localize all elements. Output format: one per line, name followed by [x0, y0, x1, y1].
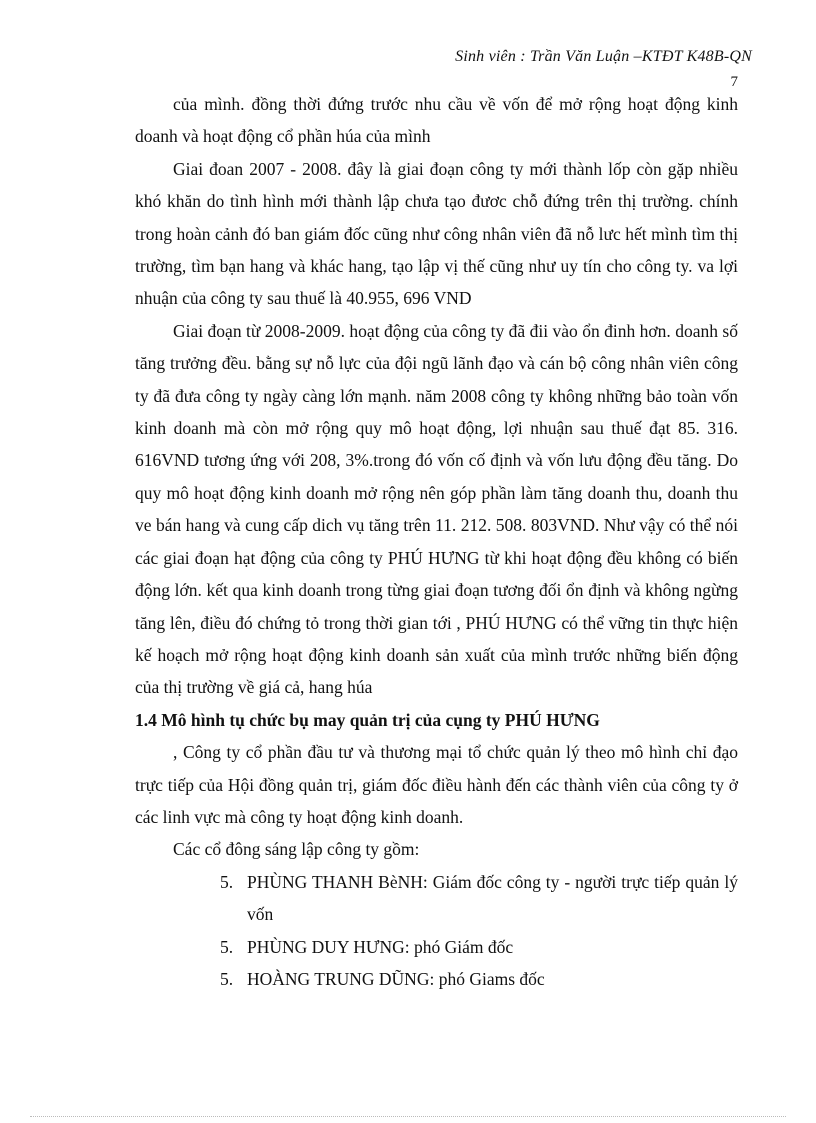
list-item-text: PHÙNG DUY HƯNG: phó Giám đốc [247, 936, 514, 957]
paragraph-2007-2008: Giai đoan 2007 - 2008. đây là giai đoạn công ty mới thành lốp còn gặp nhiều khó khăn do tình hình mới thành lập chưa tạo đươc chỗ đứng trên thị trường. chính trong hoàn cảnh đó ban giám đốc cũng như công nhân viên đã nỗ lưc hết mình tìm thị trường, tìm bạn hang và khác hang, tạo lập vị thế cũng như uy tín cho công ty. va lợi nhuận của công ty sau thuế là 40.955, 696 VND [135, 158, 738, 309]
list-item [220, 963, 738, 995]
document-body [135, 88, 738, 995]
list-item [220, 866, 738, 931]
list-item [220, 931, 738, 963]
paragraph-2008-2009: Giai đoạn từ 2008-2009. hoạt động của công ty đã đii vào ổn đinh hơn. doanh số tăng trưởng đều. bằng sự nỗ lực của đội ngũ lãnh đạo và cán bộ công nhân viên công ty đã đưa công ty ngày càng lớn mạnh. năm 2008 công ty không những bảo toàn vốn kinh doanh mà còn mở rộng quy mô hoạt động, lợi nhuận sau thuế đạt 85. 316. 616VND tương ứng với 208, 3%.trong đó vốn cố định và vốn lưu động đều tăng. Do quy mô hoạt động kinh doanh mở rộng nên góp phần làm tăng doanh thu, doanh thu ve bán hang và cung cấp dich vụ tăng trên 11. 212. 508. 803VND. Như vậy có thể nói các giai đoạn hạt động của công ty PHÚ HƯNG từ khi hoạt động đều không có biến động lớn. kết qua kinh doanh trong từng giai đoạn tương đối ổn định và không ngừng tăng lên, điều đó chứng tỏ trong thời gian tới , PHÚ HƯNG có thể vững tin thực hiện kế hoạch mở rộng hoạt động kinh doanh sản xuất của mình trước những biến động của thị trường về giá cả, hang húa [135, 320, 738, 698]
list-item-number: 5. [220, 871, 234, 892]
founders-intro: Các cổ đông sáng lập công ty gồm: [173, 839, 420, 860]
list-item-text: HOÀNG TRUNG DŨNG: phó Giams đốc [247, 968, 545, 989]
footer-divider [30, 1116, 786, 1117]
page-number: 7 [730, 74, 738, 90]
paragraph-continuation: của mình. đồng thời đứng trước nhu cầu về vốn để mở rộng hoạt động kinh doanh và hoạt động cổ phần húa của mình [135, 94, 738, 147]
founders-list [135, 866, 738, 996]
section-body-paragraph: , Công ty cổ phần đầu tư và thương mại tổ chức quản lý theo mô hình chỉ đạo trực tiếp của Hội đồng quản trị, giám đốc điều hành đến các thành viên của công ty ở các linh vực mà công ty hoạt động kinh doanh. [135, 742, 738, 827]
section-heading: 1.4 Mô hình tụ chức bụ may quản trị của cụng ty PHÚ HƯNG [135, 709, 600, 730]
page-header-author: Sinh viên : Trần Văn Luận –KTĐT K48B-QN [455, 48, 752, 65]
list-item-number: 5. [220, 936, 234, 957]
list-item-text: PHÙNG THANH BèNH: Giám đốc công ty - người trực tiếp quản lý vốn [247, 871, 738, 925]
list-item-number: 5. [220, 968, 234, 989]
